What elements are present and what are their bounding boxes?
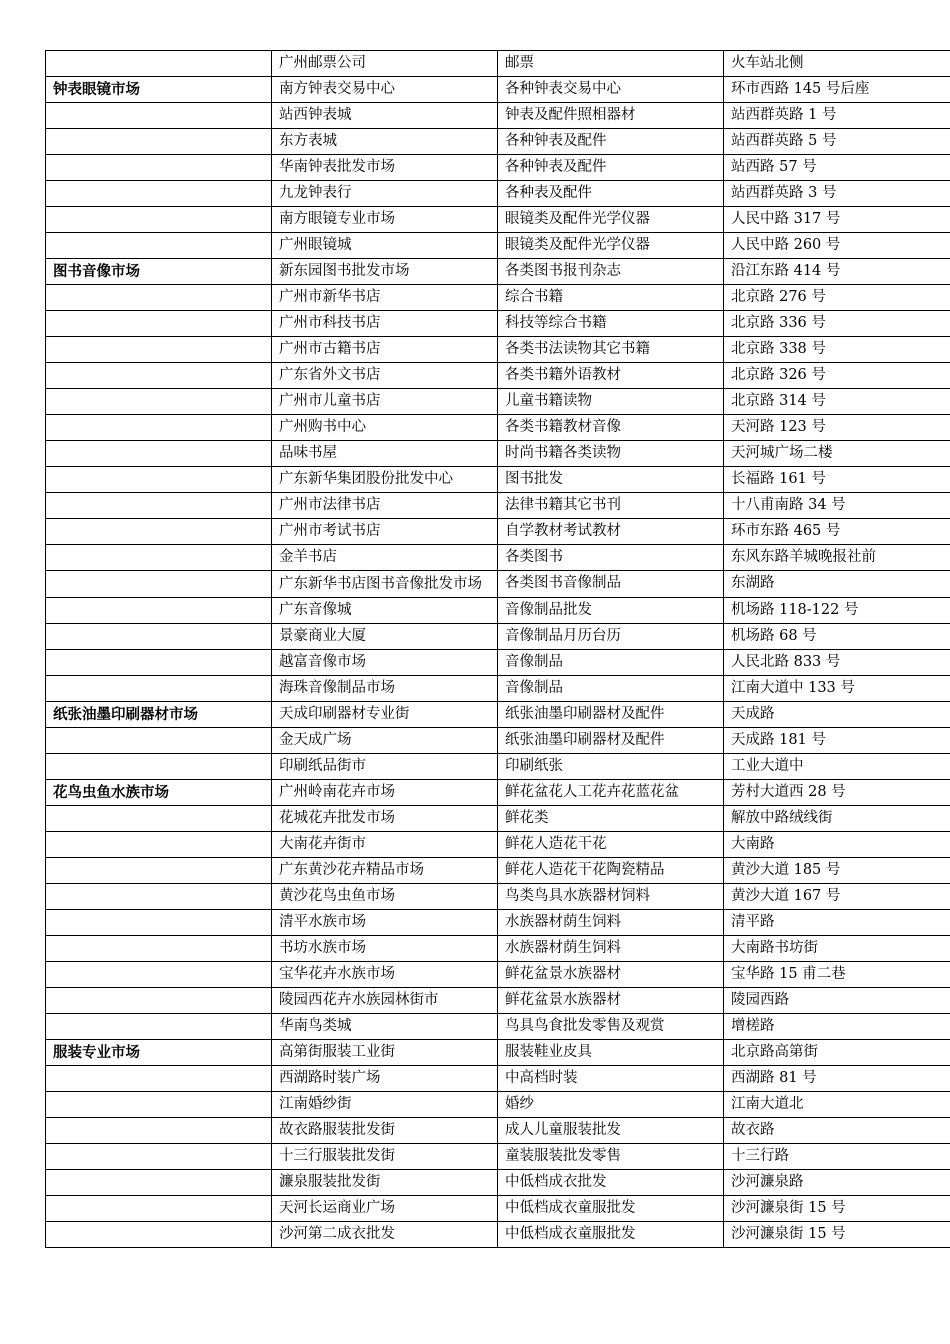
market-name-cell: 广州眼镜城	[272, 233, 498, 259]
category-cell	[46, 858, 272, 884]
category-cell	[46, 519, 272, 545]
goods-cell: 各类书籍外语教材	[498, 363, 724, 389]
market-name-cell: 花城花卉批发市场	[272, 806, 498, 832]
market-name-cell: 越富音像市场	[272, 650, 498, 676]
table-row	[46, 910, 950, 936]
goods-cell: 鲜花盆景水族器材	[498, 988, 724, 1014]
address-cell: 解放中路绒线街	[724, 806, 950, 832]
category-cell	[46, 493, 272, 519]
market-name-cell: 广州市古籍书店	[272, 337, 498, 363]
table-row	[46, 363, 950, 389]
category-cell	[46, 1014, 272, 1040]
table-row	[46, 571, 950, 598]
address-cell: 沙河濂泉路	[724, 1170, 950, 1196]
goods-cell: 各类书籍教材音像	[498, 415, 724, 441]
goods-cell: 儿童书籍读物	[498, 389, 724, 415]
table-row	[46, 1222, 950, 1248]
goods-cell: 各种钟表交易中心	[498, 77, 724, 103]
goods-cell: 水族器材荫生饲料	[498, 910, 724, 936]
market-name-cell: 十三行服装批发街	[272, 1144, 498, 1170]
market-name-cell: 广州岭南花卉市场	[272, 780, 498, 806]
address-cell: 西湖路 81 号	[724, 1066, 950, 1092]
table-row	[46, 389, 950, 415]
table-row	[46, 650, 950, 676]
category-cell	[46, 51, 272, 77]
market-name-cell: 天河长运商业广场	[272, 1196, 498, 1222]
goods-cell: 法律书籍其它书刊	[498, 493, 724, 519]
address-cell: 站西群英路 3 号	[724, 181, 950, 207]
goods-cell: 音像制品批发	[498, 598, 724, 624]
table-row	[46, 519, 950, 545]
table-row	[46, 1040, 950, 1066]
table-row	[46, 1144, 950, 1170]
market-name-cell: 大南花卉街市	[272, 832, 498, 858]
goods-cell: 服装鞋业皮具	[498, 1040, 724, 1066]
table-row	[46, 415, 950, 441]
category-cell	[46, 1170, 272, 1196]
market-name-cell: 海珠音像制品市场	[272, 676, 498, 702]
market-name-cell: 金羊书店	[272, 545, 498, 571]
category-cell: 花鸟虫鱼水族市场	[46, 780, 272, 806]
address-cell: 北京路 338 号	[724, 337, 950, 363]
market-name-cell: 清平水族市场	[272, 910, 498, 936]
goods-cell: 音像制品月历台历	[498, 624, 724, 650]
category-cell	[46, 467, 272, 493]
category-cell	[46, 441, 272, 467]
table-row	[46, 858, 950, 884]
address-cell: 环市西路 145 号后座	[724, 77, 950, 103]
table-row	[46, 233, 950, 259]
table-row	[46, 337, 950, 363]
category-cell	[46, 832, 272, 858]
market-directory-sheet	[45, 50, 950, 1248]
category-cell	[46, 571, 272, 598]
category-cell	[46, 962, 272, 988]
address-cell: 站西路 57 号	[724, 155, 950, 181]
table-row	[46, 936, 950, 962]
address-cell: 天成路 181 号	[724, 728, 950, 754]
market-name-cell: 沙河第二成衣批发	[272, 1222, 498, 1248]
address-cell: 宝华路 15 甫二巷	[724, 962, 950, 988]
goods-cell: 眼镜类及配件光学仪器	[498, 233, 724, 259]
market-name-cell: 广州市科技书店	[272, 311, 498, 337]
category-cell	[46, 598, 272, 624]
market-name-cell: 广州市新华书店	[272, 285, 498, 311]
category-cell: 服装专业市场	[46, 1040, 272, 1066]
address-cell: 人民中路 260 号	[724, 233, 950, 259]
address-cell: 东湖路	[724, 571, 950, 598]
goods-cell: 鲜花人造花干花陶瓷精品	[498, 858, 724, 884]
goods-cell: 中低档成衣童服批发	[498, 1196, 724, 1222]
address-cell: 北京路 336 号	[724, 311, 950, 337]
address-cell: 北京路高第街	[724, 1040, 950, 1066]
table-row	[46, 181, 950, 207]
market-name-cell: 九龙钟表行	[272, 181, 498, 207]
table-row	[46, 103, 950, 129]
market-name-cell: 南方眼镜专业市场	[272, 207, 498, 233]
market-name-cell: 天成印刷器材专业街	[272, 702, 498, 728]
market-name-cell: 故衣路服装批发街	[272, 1118, 498, 1144]
address-cell: 清平路	[724, 910, 950, 936]
category-cell	[46, 103, 272, 129]
table-row	[46, 1092, 950, 1118]
category-cell	[46, 155, 272, 181]
category-cell	[46, 363, 272, 389]
goods-cell: 音像制品	[498, 676, 724, 702]
table-row	[46, 702, 950, 728]
category-cell: 钟表眼镜市场	[46, 77, 272, 103]
market-name-cell: 华南鸟类城	[272, 1014, 498, 1040]
category-cell	[46, 285, 272, 311]
goods-cell: 各类图书音像制品	[498, 571, 724, 598]
table-row	[46, 1066, 950, 1092]
category-cell	[46, 415, 272, 441]
market-directory-table	[45, 50, 950, 1248]
category-cell	[46, 545, 272, 571]
goods-cell: 各类图书	[498, 545, 724, 571]
table-row	[46, 884, 950, 910]
goods-cell: 各种钟表及配件	[498, 129, 724, 155]
table-row	[46, 624, 950, 650]
goods-cell: 纸张油墨印刷器材及配件	[498, 728, 724, 754]
market-name-cell: 江南婚纱街	[272, 1092, 498, 1118]
address-cell: 东风东路羊城晚报社前	[724, 545, 950, 571]
category-cell	[46, 1066, 272, 1092]
category-cell	[46, 988, 272, 1014]
goods-cell: 童装服装批发零售	[498, 1144, 724, 1170]
category-cell	[46, 936, 272, 962]
address-cell: 长福路 161 号	[724, 467, 950, 493]
category-cell	[46, 884, 272, 910]
market-name-cell: 景豪商业大厦	[272, 624, 498, 650]
market-name-cell: 广东新华集团股份批发中心	[272, 467, 498, 493]
goods-cell: 眼镜类及配件光学仪器	[498, 207, 724, 233]
market-name-cell: 广州邮票公司	[272, 51, 498, 77]
category-cell	[46, 1196, 272, 1222]
address-cell: 北京路 314 号	[724, 389, 950, 415]
address-cell: 大南路	[724, 832, 950, 858]
goods-cell: 各种表及配件	[498, 181, 724, 207]
goods-cell: 综合书籍	[498, 285, 724, 311]
table-row	[46, 129, 950, 155]
goods-cell: 时尚书籍各类读物	[498, 441, 724, 467]
table-row	[46, 754, 950, 780]
address-cell: 北京路 326 号	[724, 363, 950, 389]
address-cell: 天河城广场二楼	[724, 441, 950, 467]
market-name-cell: 黄沙花鸟虫鱼市场	[272, 884, 498, 910]
market-name-cell: 广州购书中心	[272, 415, 498, 441]
address-cell: 十八甫南路 34 号	[724, 493, 950, 519]
goods-cell: 鲜花盆景水族器材	[498, 962, 724, 988]
category-cell	[46, 676, 272, 702]
address-cell: 沙河濂泉街 15 号	[724, 1196, 950, 1222]
goods-cell: 各类书法读物其它书籍	[498, 337, 724, 363]
goods-cell: 钟表及配件照相器材	[498, 103, 724, 129]
address-cell: 北京路 276 号	[724, 285, 950, 311]
category-cell	[46, 389, 272, 415]
address-cell: 机场路 118-122 号	[724, 598, 950, 624]
category-cell	[46, 337, 272, 363]
table-row	[46, 467, 950, 493]
goods-cell: 纸张油墨印刷器材及配件	[498, 702, 724, 728]
address-cell: 站西群英路 5 号	[724, 129, 950, 155]
table-row	[46, 676, 950, 702]
market-name-cell: 广州市考试书店	[272, 519, 498, 545]
market-name-cell: 东方表城	[272, 129, 498, 155]
category-cell	[46, 910, 272, 936]
goods-cell: 婚纱	[498, 1092, 724, 1118]
goods-cell: 鲜花盆花人工花卉花蓝花盆	[498, 780, 724, 806]
goods-cell: 中高档时装	[498, 1066, 724, 1092]
market-name-cell: 广东黄沙花卉精品市场	[272, 858, 498, 884]
table-row	[46, 259, 950, 285]
goods-cell: 印刷纸张	[498, 754, 724, 780]
address-cell: 江南大道北	[724, 1092, 950, 1118]
table-row	[46, 51, 950, 77]
category-cell: 纸张油墨印刷器材市场	[46, 702, 272, 728]
address-cell: 机场路 68 号	[724, 624, 950, 650]
table-row	[46, 1118, 950, 1144]
category-cell	[46, 624, 272, 650]
table-body	[46, 51, 950, 1248]
table-row	[46, 962, 950, 988]
table-row	[46, 311, 950, 337]
goods-cell: 鸟类鸟具水族器材饲料	[498, 884, 724, 910]
category-cell	[46, 1144, 272, 1170]
category-cell: 图书音像市场	[46, 259, 272, 285]
table-row	[46, 1196, 950, 1222]
address-cell: 江南大道中 133 号	[724, 676, 950, 702]
goods-cell: 音像制品	[498, 650, 724, 676]
address-cell: 芳村大道西 28 号	[724, 780, 950, 806]
address-cell: 站西群英路 1 号	[724, 103, 950, 129]
goods-cell: 自学教材考试教材	[498, 519, 724, 545]
market-name-cell: 广东音像城	[272, 598, 498, 624]
table-row	[46, 545, 950, 571]
market-name-cell: 广东新华书店图书音像批发市场	[272, 571, 498, 598]
address-cell: 工业大道中	[724, 754, 950, 780]
address-cell: 天成路	[724, 702, 950, 728]
table-row	[46, 207, 950, 233]
category-cell	[46, 806, 272, 832]
category-cell	[46, 207, 272, 233]
address-cell: 陵园西路	[724, 988, 950, 1014]
category-cell	[46, 650, 272, 676]
goods-cell: 图书批发	[498, 467, 724, 493]
market-name-cell: 广州市法律书店	[272, 493, 498, 519]
category-cell	[46, 1118, 272, 1144]
market-name-cell: 金天成广场	[272, 728, 498, 754]
address-cell: 沙河濂泉街 15 号	[724, 1222, 950, 1248]
category-cell	[46, 728, 272, 754]
goods-cell: 邮票	[498, 51, 724, 77]
table-row	[46, 1170, 950, 1196]
market-name-cell: 濂泉服装批发街	[272, 1170, 498, 1196]
goods-cell: 各种钟表及配件	[498, 155, 724, 181]
category-cell	[46, 233, 272, 259]
category-cell	[46, 754, 272, 780]
address-cell: 火车站北侧	[724, 51, 950, 77]
address-cell: 黄沙大道 167 号	[724, 884, 950, 910]
market-name-cell: 新东园图书批发市场	[272, 259, 498, 285]
goods-cell: 鲜花类	[498, 806, 724, 832]
address-cell: 环市东路 465 号	[724, 519, 950, 545]
market-name-cell: 南方钟表交易中心	[272, 77, 498, 103]
goods-cell: 中低档成衣童服批发	[498, 1222, 724, 1248]
address-cell: 黄沙大道 185 号	[724, 858, 950, 884]
address-cell: 人民北路 833 号	[724, 650, 950, 676]
category-cell	[46, 181, 272, 207]
table-row	[46, 1014, 950, 1040]
category-cell	[46, 1222, 272, 1248]
address-cell: 十三行路	[724, 1144, 950, 1170]
goods-cell: 成人儿童服装批发	[498, 1118, 724, 1144]
table-row	[46, 155, 950, 181]
market-name-cell: 广州市儿童书店	[272, 389, 498, 415]
market-name-cell: 高第街服装工业街	[272, 1040, 498, 1066]
market-name-cell: 品味书屋	[272, 441, 498, 467]
goods-cell: 各类图书报刊杂志	[498, 259, 724, 285]
table-row	[46, 77, 950, 103]
goods-cell: 科技等综合书籍	[498, 311, 724, 337]
category-cell	[46, 1092, 272, 1118]
table-row	[46, 285, 950, 311]
address-cell: 人民中路 317 号	[724, 207, 950, 233]
table-row	[46, 780, 950, 806]
address-cell: 沿江东路 414 号	[724, 259, 950, 285]
address-cell: 故衣路	[724, 1118, 950, 1144]
market-name-cell: 站西钟表城	[272, 103, 498, 129]
market-name-cell: 华南钟表批发市场	[272, 155, 498, 181]
market-name-cell: 印刷纸品街市	[272, 754, 498, 780]
table-row	[46, 493, 950, 519]
market-name-cell: 书坊水族市场	[272, 936, 498, 962]
goods-cell: 水族器材荫生饲料	[498, 936, 724, 962]
goods-cell: 中低档成衣批发	[498, 1170, 724, 1196]
address-cell: 天河路 123 号	[724, 415, 950, 441]
address-cell: 大南路书坊街	[724, 936, 950, 962]
market-name-cell: 陵园西花卉水族园林街市	[272, 988, 498, 1014]
table-row	[46, 832, 950, 858]
market-name-cell: 宝华花卉水族市场	[272, 962, 498, 988]
table-row	[46, 988, 950, 1014]
goods-cell: 鸟具鸟食批发零售及观赏	[498, 1014, 724, 1040]
market-name-cell: 西湖路时装广场	[272, 1066, 498, 1092]
category-cell	[46, 311, 272, 337]
table-row	[46, 441, 950, 467]
address-cell: 增槎路	[724, 1014, 950, 1040]
table-row	[46, 806, 950, 832]
table-row	[46, 598, 950, 624]
table-row	[46, 728, 950, 754]
goods-cell: 鲜花人造花干花	[498, 832, 724, 858]
market-name-cell: 广东省外文书店	[272, 363, 498, 389]
category-cell	[46, 129, 272, 155]
